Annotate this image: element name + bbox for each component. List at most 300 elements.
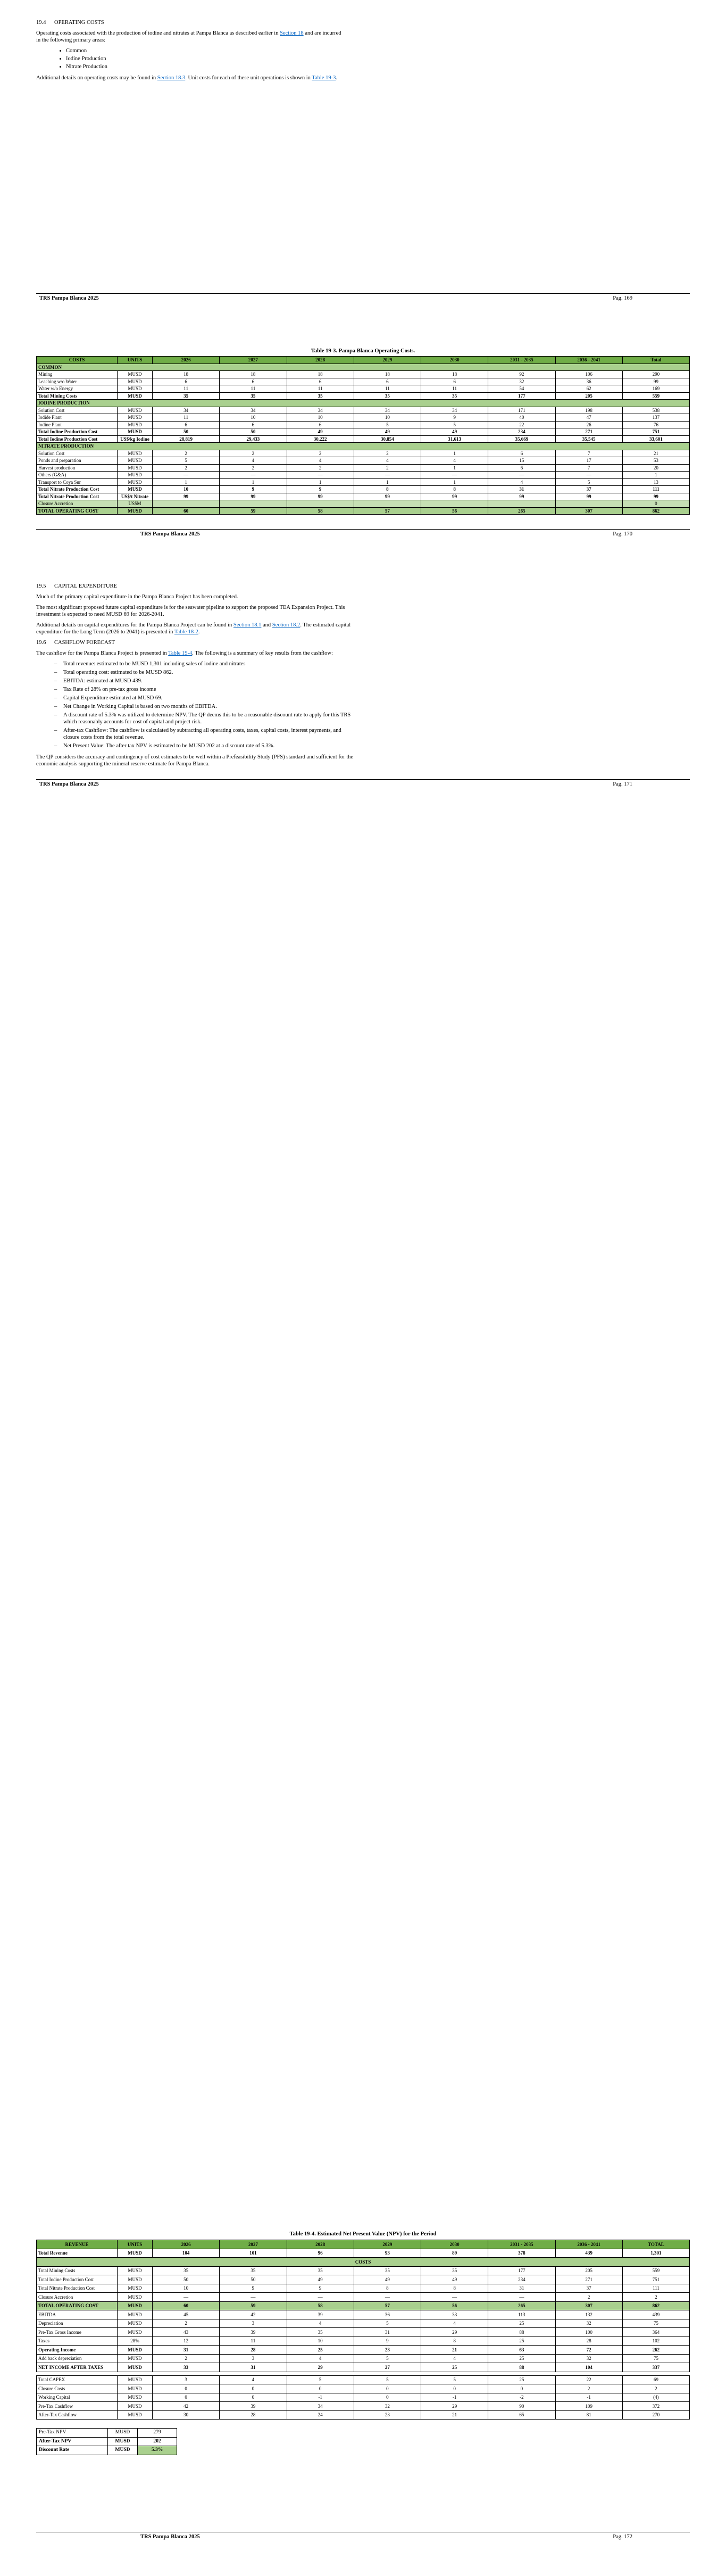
- cell-value: 1: [287, 478, 354, 486]
- cell-value: 13: [622, 478, 689, 486]
- cell-value: 40: [488, 414, 555, 422]
- table-row: [37, 2393, 690, 2402]
- cross-reference-link[interactable]: Table 18-2: [174, 629, 198, 635]
- cell-value: 42: [153, 2402, 220, 2411]
- row-unit: MUSD: [118, 2384, 153, 2393]
- cell-value: 81: [555, 2410, 622, 2420]
- cell-value: 50: [220, 2275, 287, 2284]
- cell-value: 1,301: [622, 2249, 689, 2258]
- text-run: .: [198, 629, 200, 635]
- cell-value: 1: [220, 478, 287, 486]
- row-label: Working Capital: [37, 2393, 118, 2402]
- cell-value: 6: [153, 378, 220, 385]
- cell-value: [354, 500, 421, 508]
- cell-value: 2: [220, 450, 287, 457]
- cell-value: 2: [287, 464, 354, 472]
- cell-value: 10: [287, 414, 354, 422]
- cell-value: 22: [555, 2375, 622, 2384]
- paragraph: [36, 604, 355, 618]
- cell-value: 35: [354, 392, 421, 400]
- column-header: 2031 - 2035: [488, 2240, 555, 2249]
- section-19-4-block: [36, 19, 342, 85]
- table-row: [37, 428, 690, 436]
- column-header: 2029: [354, 357, 421, 364]
- cell-value: -1: [287, 2393, 354, 2402]
- row-unit: MUSD: [118, 371, 153, 378]
- cell-value: 862: [622, 2301, 689, 2310]
- cell-value: 35: [153, 392, 220, 400]
- section-label: COMMON: [37, 364, 690, 371]
- cell-value: 33: [153, 2363, 220, 2372]
- npv-summary-row: [37, 2446, 177, 2455]
- table-row: [37, 457, 690, 465]
- cell-value: 559: [622, 2266, 689, 2275]
- cell-value: 99: [622, 493, 689, 500]
- section-heading: [36, 19, 342, 26]
- cell-value: 0: [287, 2384, 354, 2393]
- table-row: [37, 2328, 690, 2337]
- table-row: [37, 407, 690, 414]
- cell-value: 21: [421, 2346, 488, 2355]
- cell-value: 5: [354, 2354, 421, 2363]
- cell-value: 50: [153, 2275, 220, 2284]
- cell-value: 15: [488, 457, 555, 465]
- cell-value: 6: [421, 378, 488, 385]
- row-label: Total Nitrate Production Cost: [37, 2284, 118, 2293]
- cell-value: 59: [220, 507, 287, 515]
- cell-value: 99: [354, 493, 421, 500]
- npv-label: After-Tax NPV: [37, 2437, 108, 2446]
- cell-value: 8: [421, 486, 488, 493]
- row-unit: MUSD: [118, 2363, 153, 2372]
- cell-value: 5: [153, 457, 220, 465]
- cell-value: 25: [421, 2363, 488, 2372]
- cell-value: 99: [421, 493, 488, 500]
- cell-value: 2: [153, 2354, 220, 2363]
- text-run: . The following is a summary of key results from the cashflow:: [192, 650, 333, 656]
- table-row: [37, 2284, 690, 2293]
- row-label: Water w/o Energy: [37, 385, 118, 393]
- row-unit: MUSD: [118, 2354, 153, 2363]
- list-item: • Common: [66, 47, 342, 54]
- page-number: Pag. 170: [613, 531, 632, 537]
- section-title: OPERATING COSTS: [54, 20, 104, 26]
- list-item: – Total revenue: estimated to be MUSD 1,301 including sales of iodine and nitrates: [54, 660, 355, 667]
- cell-value: 25: [287, 2346, 354, 2355]
- cell-value: 290: [622, 371, 689, 378]
- cell-value: 7: [555, 450, 622, 457]
- cell-value: 53: [622, 457, 689, 465]
- section-label: COSTS: [37, 2258, 690, 2267]
- column-header: 2027: [220, 2240, 287, 2249]
- table-title: Table 19-4. Estimated Net Present Value (NPV) for the Period: [289, 2231, 437, 2237]
- paragraph: [36, 75, 342, 81]
- cell-value: 27: [354, 2363, 421, 2372]
- cell-value: 36: [555, 378, 622, 385]
- cell-value: 43: [153, 2328, 220, 2337]
- table-row: [37, 472, 690, 479]
- cell-value: 198: [555, 407, 622, 414]
- cell-value: 11: [220, 385, 287, 393]
- row-label: EBITDA: [37, 2310, 118, 2319]
- cell-value: 75: [622, 2319, 689, 2328]
- cell-value: 29: [421, 2328, 488, 2337]
- table-row: [37, 2346, 690, 2355]
- text-run: Additional details on capital expenditures for the Pampa Blanca Project can be found in: [36, 622, 233, 628]
- cell-value: 6: [488, 464, 555, 472]
- npv-unit: MUSD: [108, 2437, 138, 2446]
- table-row: [37, 392, 690, 400]
- npv-value: 279: [138, 2429, 177, 2438]
- cell-value: -1: [555, 2393, 622, 2402]
- cell-value: 11: [354, 385, 421, 393]
- cell-value: 63: [488, 2346, 555, 2355]
- cell-value: 65: [488, 2410, 555, 2420]
- cell-value: 439: [622, 2310, 689, 2319]
- paragraph: [36, 754, 355, 767]
- text-run: . The estimated capital expenditure for the Long Term (2026 to 2041) is presented in: [36, 622, 351, 635]
- cell-value: 12: [153, 2336, 220, 2346]
- list-item: – Capital Expenditure estimated at MUSD 69.: [54, 695, 355, 701]
- cell-value: 35: [287, 2328, 354, 2337]
- cell-value: 30,222: [287, 435, 354, 443]
- npv-table-upper: [36, 2240, 690, 2372]
- column-header: 2026: [153, 357, 220, 364]
- text-run: . Unit costs for each of these unit operations is shown in: [185, 75, 312, 81]
- cell-value: 6: [153, 421, 220, 428]
- cell-value: -1: [421, 2393, 488, 2402]
- row-label: Total Mining Costs: [37, 392, 118, 400]
- cell-value: 751: [622, 428, 689, 436]
- row-label: Total Nitrate Production Cost: [37, 486, 118, 493]
- cell-value: 11: [153, 414, 220, 422]
- row-label: Total Nitrate Production Cost: [37, 493, 118, 500]
- cell-value: 205: [555, 2266, 622, 2275]
- table-row: [37, 2266, 690, 2275]
- cell-value: 265: [488, 507, 555, 515]
- cross-reference-link[interactable]: Section 18.1: [233, 622, 262, 628]
- cell-value: —: [555, 472, 622, 479]
- row-unit: US$/t Nitrate: [118, 493, 153, 500]
- cell-value: 49: [287, 2275, 354, 2284]
- cell-value: 33,601: [622, 435, 689, 443]
- list-item: – Net Change in Working Capital is based on two months of EBITDA.: [54, 703, 355, 710]
- row-unit: MUSD: [118, 507, 153, 515]
- operating-costs-table: [36, 356, 690, 515]
- cell-value: 1: [354, 478, 421, 486]
- cell-value: 6: [488, 450, 555, 457]
- table-row: [37, 493, 690, 500]
- cell-value: 26: [555, 421, 622, 428]
- row-unit: MUSD: [118, 428, 153, 436]
- row-unit: MUSD: [118, 2266, 153, 2275]
- row-unit: US$M: [118, 500, 153, 508]
- cell-value: 93: [354, 2249, 421, 2258]
- cell-value: 6: [220, 378, 287, 385]
- cell-value: 2: [555, 2293, 622, 2302]
- text-run: Additional details on operating costs may be found in: [36, 75, 157, 81]
- cell-value: 113: [488, 2310, 555, 2319]
- cell-value: 23: [354, 2410, 421, 2420]
- cell-value: 60: [153, 2301, 220, 2310]
- cell-value: 22: [488, 421, 555, 428]
- cell-value: 9: [220, 486, 287, 493]
- cell-value: 25: [488, 2354, 555, 2363]
- row-unit: MUSD: [118, 472, 153, 479]
- cell-value: 34: [153, 407, 220, 414]
- cell-value: 11: [153, 385, 220, 393]
- cell-value: 2: [153, 450, 220, 457]
- cell-value: 59: [220, 2301, 287, 2310]
- cell-value: 5: [354, 2319, 421, 2328]
- row-label: TOTAL OPERATING COST: [37, 507, 118, 515]
- row-unit: MUSD: [118, 414, 153, 422]
- row-unit: MUSD: [118, 2284, 153, 2293]
- cell-value: 17: [555, 457, 622, 465]
- cell-value: 56: [421, 507, 488, 515]
- table-row: [37, 2275, 690, 2284]
- row-unit: MUSD: [118, 2275, 153, 2284]
- cell-value: 4: [421, 2319, 488, 2328]
- section-label: NITRATE PRODUCTION: [37, 443, 690, 450]
- cell-value: —: [488, 472, 555, 479]
- cell-value: 35: [287, 392, 354, 400]
- table-row: [37, 507, 690, 515]
- cell-value: 0: [488, 2384, 555, 2393]
- paragraph: [36, 650, 355, 657]
- table-row: [37, 378, 690, 385]
- table-row: [37, 443, 690, 450]
- row-label: Total Mining Costs: [37, 2266, 118, 2275]
- cell-value: 4: [287, 2319, 354, 2328]
- row-label: Solution Cost: [37, 407, 118, 414]
- list-item: – EBITDA: estimated at MUSD 439.: [54, 678, 355, 684]
- cell-value: 99: [153, 493, 220, 500]
- row-label: Add back depreciation: [37, 2354, 118, 2363]
- table-header-row: [37, 2240, 690, 2249]
- row-label: Pre-Tax Cashflow: [37, 2402, 118, 2411]
- cell-value: —: [287, 2293, 354, 2302]
- text-run: The most significant proposed future capital expenditure is for the seawater pipeline to support the proposed TEA Expansion Project. This investment is expected to need MUSD 69 for 2026-2041.: [36, 605, 345, 617]
- cell-value: 50: [153, 428, 220, 436]
- cell-value: 109: [555, 2402, 622, 2411]
- cross-reference-link[interactable]: Section 18: [280, 30, 304, 36]
- row-label: Harvest production: [37, 464, 118, 472]
- cell-value: 33: [421, 2310, 488, 2319]
- cell-value: 538: [622, 407, 689, 414]
- cell-value: —: [488, 2293, 555, 2302]
- cell-value: 90: [488, 2402, 555, 2411]
- text-run: The cashflow for the Pampa Blanca Project is presented in: [36, 650, 169, 656]
- row-label: Total Iodine Production Cost: [37, 428, 118, 436]
- row-unit: 28%: [118, 2336, 153, 2346]
- cell-value: 9: [287, 2284, 354, 2293]
- column-header: 2028: [287, 357, 354, 364]
- cell-value: 88: [488, 2363, 555, 2372]
- cell-value: 2: [555, 2384, 622, 2393]
- table-row: [37, 2336, 690, 2346]
- cell-value: 10: [153, 2284, 220, 2293]
- cell-value: 34: [287, 2402, 354, 2411]
- cell-value: 271: [555, 2275, 622, 2284]
- table-row: [37, 486, 690, 493]
- cell-value: 99: [488, 493, 555, 500]
- npv-label: Pre-Tax NPV: [37, 2429, 108, 2438]
- cell-value: 1: [421, 464, 488, 472]
- column-header: TOTAL: [622, 2240, 689, 2249]
- cell-value: 439: [555, 2249, 622, 2258]
- cross-reference-link[interactable]: Section 18.3: [157, 75, 186, 81]
- cell-value: 29: [421, 2402, 488, 2411]
- column-header: 2031 - 2035: [488, 357, 555, 364]
- cell-value: [421, 500, 488, 508]
- npv-table-region: [36, 2240, 690, 2455]
- row-label: Iodide Plant: [37, 414, 118, 422]
- cell-value: 49: [421, 428, 488, 436]
- row-label: After-Tax Cashflow: [37, 2410, 118, 2420]
- cell-value: 50: [220, 428, 287, 436]
- cell-value: 60: [153, 507, 220, 515]
- row-label: Closure Accretion: [37, 2293, 118, 2302]
- footer-brand: TRS Pampa Blanca 2025: [140, 2534, 200, 2540]
- text-run: Much of the primary capital expenditure in the Pampa Blanca Project has been completed.: [36, 594, 238, 600]
- cell-value: 0: [354, 2384, 421, 2393]
- cell-value: 35: [287, 2266, 354, 2275]
- cell-value: 42: [220, 2310, 287, 2319]
- table-row: [37, 2301, 690, 2310]
- table-row: [37, 2319, 690, 2328]
- cell-value: 8: [354, 2284, 421, 2293]
- cell-value: 337: [622, 2363, 689, 2372]
- cell-value: 1: [153, 478, 220, 486]
- table-row: [37, 364, 690, 371]
- cell-value: —: [220, 2293, 287, 2302]
- cell-value: 6: [287, 378, 354, 385]
- cell-value: 49: [287, 428, 354, 436]
- row-unit: MUSD: [118, 2393, 153, 2402]
- list-item: – After-tax Cashflow: The cashflow is calculated by subtracting all operating costs, taxes, capital costs, interest payments, and closure costs from the total revenue.: [54, 727, 355, 741]
- cell-value: 31: [153, 2346, 220, 2355]
- cell-value: 18: [153, 371, 220, 378]
- column-header: 2028: [287, 2240, 354, 2249]
- cell-value: 35,669: [488, 435, 555, 443]
- cell-value: 6: [287, 421, 354, 428]
- list-item: – Tax Rate of 28% on pre-tax gross income: [54, 686, 355, 693]
- row-label: Depreciation: [37, 2319, 118, 2328]
- page-number: Pag. 172: [613, 2534, 632, 2540]
- npv-summary-table: [36, 2428, 177, 2455]
- cell-value: 106: [555, 371, 622, 378]
- npv-table-lower: [36, 2375, 690, 2420]
- cell-value: 4: [354, 457, 421, 465]
- paragraph: [36, 622, 355, 635]
- table-row: [37, 2384, 690, 2393]
- cell-value: 35: [220, 392, 287, 400]
- cell-value: 111: [622, 2284, 689, 2293]
- cell-value: 99: [555, 493, 622, 500]
- table-row: [37, 371, 690, 378]
- cell-value: 10: [153, 486, 220, 493]
- cell-value: 4: [421, 457, 488, 465]
- row-unit: MUSD: [118, 2402, 153, 2411]
- cell-value: 28: [220, 2346, 287, 2355]
- cell-value: 34: [421, 407, 488, 414]
- cell-value: 4: [287, 2354, 354, 2363]
- table-title: Table 19-3. Pampa Blanca Operating Costs.: [311, 348, 415, 354]
- table-row: [37, 2402, 690, 2411]
- row-label: Transport to Coya Sur: [37, 478, 118, 486]
- cell-value: 35: [153, 2266, 220, 2275]
- section-number: 19.5: [36, 583, 46, 589]
- paragraph: [36, 593, 355, 600]
- page-number: Pag. 169: [613, 295, 632, 301]
- row-label: Leaching w/o Water: [37, 378, 118, 385]
- cell-value: 862: [622, 507, 689, 515]
- page-footer: [36, 2532, 690, 2540]
- list-item: – Net Present Value: The after tax NPV is estimated to be MUSD 202 at a discount rate of 5.3%.: [54, 742, 355, 749]
- cell-value: 49: [354, 2275, 421, 2284]
- row-unit: MUSD: [118, 2328, 153, 2337]
- cell-value: —: [287, 472, 354, 479]
- table-row: [37, 400, 690, 407]
- cell-value: 104: [555, 2363, 622, 2372]
- row-unit: MUSD: [118, 486, 153, 493]
- cell-value: 372: [622, 2402, 689, 2411]
- cell-value: 0: [153, 2393, 220, 2402]
- cell-value: 89: [421, 2249, 488, 2258]
- cell-value: 5: [555, 478, 622, 486]
- npv-summary-row: [37, 2429, 177, 2438]
- cell-value: -2: [488, 2393, 555, 2402]
- cell-value: —: [354, 2293, 421, 2302]
- row-label: Iodine Plant: [37, 421, 118, 428]
- cell-value: 751: [622, 2275, 689, 2284]
- cross-reference-link[interactable]: Section 18.2: [272, 622, 301, 628]
- cross-reference-link[interactable]: Table 19-4: [168, 650, 193, 656]
- column-header: 2029: [354, 2240, 421, 2249]
- table-row: [37, 2375, 690, 2384]
- cell-value: 6: [220, 421, 287, 428]
- cell-value: 23: [354, 2346, 421, 2355]
- row-unit: MUSD: [118, 2319, 153, 2328]
- cell-value: 2: [622, 2384, 689, 2393]
- cross-reference-link[interactable]: Table 19-3: [312, 75, 336, 81]
- cell-value: 32: [555, 2354, 622, 2363]
- cell-value: 10: [287, 2336, 354, 2346]
- cell-value: [220, 500, 287, 508]
- table-row: [37, 2249, 690, 2258]
- cell-value: 99: [220, 493, 287, 500]
- cell-value: 9: [354, 2336, 421, 2346]
- npv-value: 5.3%: [138, 2446, 177, 2455]
- cell-value: 10: [354, 414, 421, 422]
- cell-value: —: [153, 472, 220, 479]
- column-header: UNITS: [118, 357, 153, 364]
- cell-value: 92: [488, 371, 555, 378]
- table-row: [37, 421, 690, 428]
- row-unit: MUSD: [118, 464, 153, 472]
- cell-value: 0: [354, 2393, 421, 2402]
- row-label: Pre-Tax Gross Income: [37, 2328, 118, 2337]
- column-header: Total: [622, 357, 689, 364]
- cell-value: 234: [488, 428, 555, 436]
- text-run: The QP considers the accuracy and contingency of cost estimates to be well within a Prefeasibility Study (PFS) standard and sufficient for the economic analysis supporting the mineral reserve estimate for Pampa Blanca.: [36, 754, 354, 767]
- table-row: [37, 2293, 690, 2302]
- cell-value: 35: [421, 2266, 488, 2275]
- table-row: [37, 464, 690, 472]
- table-row: [37, 414, 690, 422]
- npv-value: 202: [138, 2437, 177, 2446]
